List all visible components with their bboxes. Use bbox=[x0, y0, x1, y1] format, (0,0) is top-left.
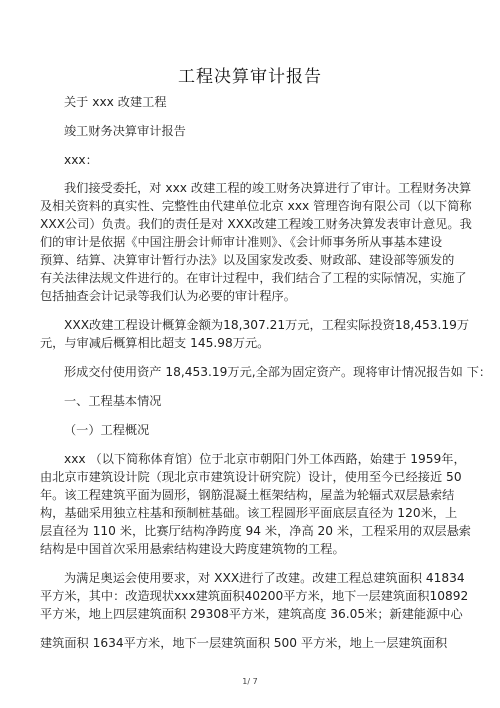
paragraph-line: 有关法律法规文件进行的。在审计过程中，我们结合了工程的实际情况，实施了 bbox=[40, 271, 467, 285]
paragraph-line: 预算、结算、决算审计暂行办法》以及国家发改委、财政部、建设部等颁发的 bbox=[40, 253, 455, 267]
paragraph-line: 建筑面积 1634平方米，地下一层建筑面积 500 平方米，地上一层建筑面积 bbox=[40, 636, 448, 650]
paragraph-line: 构，基础采用独立柱基和预制桩基础。该工程圆形平面底层直径为 120米，上 bbox=[40, 506, 458, 520]
paragraph-line: 层直径为 110 米，比赛厅结构净跨度 94 米，净高 20 米，工程采用的双层悬索 bbox=[40, 524, 471, 538]
paragraph-line: 年。该工程建筑平面为圆形，钢筋混凝土框架结构，屋盖为轮辐式双层悬索结 bbox=[40, 488, 455, 502]
paragraph-line: 及相关资料的真实性、完整性由代建单位北京 xxx 管理咨询有限公司（以下简称 bbox=[40, 199, 472, 213]
subject-line: 竣工财务决算审计报告 bbox=[64, 124, 186, 138]
paragraph-line: 平方米，地上四层建筑面积 29308平方米，建筑高度 36.05米；新建能源中心 bbox=[40, 607, 463, 621]
paragraph-line: 我们接受委托，对 xxx 改建工程的竣工财务决算进行了审计。工程财务决算 bbox=[64, 181, 472, 195]
subsection-heading: （一）工程概况 bbox=[64, 423, 150, 437]
paragraph-line: XXX公司）负责。我们的责任是对 XXX改建工程竣工财务决算发表审计意见。我 bbox=[40, 217, 472, 231]
paragraph-line: 由北京市建筑设计院（现北京市建筑设计研究院）设计，使用至今已经接近 50 bbox=[40, 470, 462, 484]
subject-line: 关于 xxx 改建工程 bbox=[64, 95, 167, 109]
section-heading: 一、工程基本情况 bbox=[64, 394, 162, 408]
paragraph-line: 结构是中国首次采用悬索结构建设大跨度建筑物的工程。 bbox=[40, 542, 345, 556]
paragraph-line: 们的审计是依据《中国注册会计师审计准则》、《会计师事务所从事基本建设 bbox=[40, 235, 443, 249]
paragraph-line: xxx （以下简称体育馆）位于北京市朝阳门外工体西路，始建于 1959年， bbox=[64, 452, 466, 466]
paragraph-line: XXX改建工程设计概算金额为18,307.21万元，工程实际投资18,453.19万 bbox=[64, 318, 470, 332]
paragraph-line: 平方米，其中：改造现状xxx建筑面积40200平方米，地下一层建筑面积10892 bbox=[40, 589, 469, 603]
paragraph-line: 元，与审减后概算相比超支 145.98万元。 bbox=[40, 336, 270, 350]
paragraph-line: 为满足奥运会使用要求，对 XXX进行了改建。改建工程总建筑面积 41834 bbox=[64, 571, 465, 585]
salutation: xxx： bbox=[64, 153, 98, 167]
document-title: 工程决算审计报告 bbox=[178, 67, 322, 87]
page-number: 1/ 7 bbox=[242, 677, 258, 686]
paragraph-line: 包括抽查会计记录等我们认为必要的审计程序。 bbox=[40, 289, 296, 303]
paragraph-line: 形成交付使用资产 18,453.19万元,全部为固定资产。现将审计情况报告如 下： bbox=[64, 365, 492, 379]
